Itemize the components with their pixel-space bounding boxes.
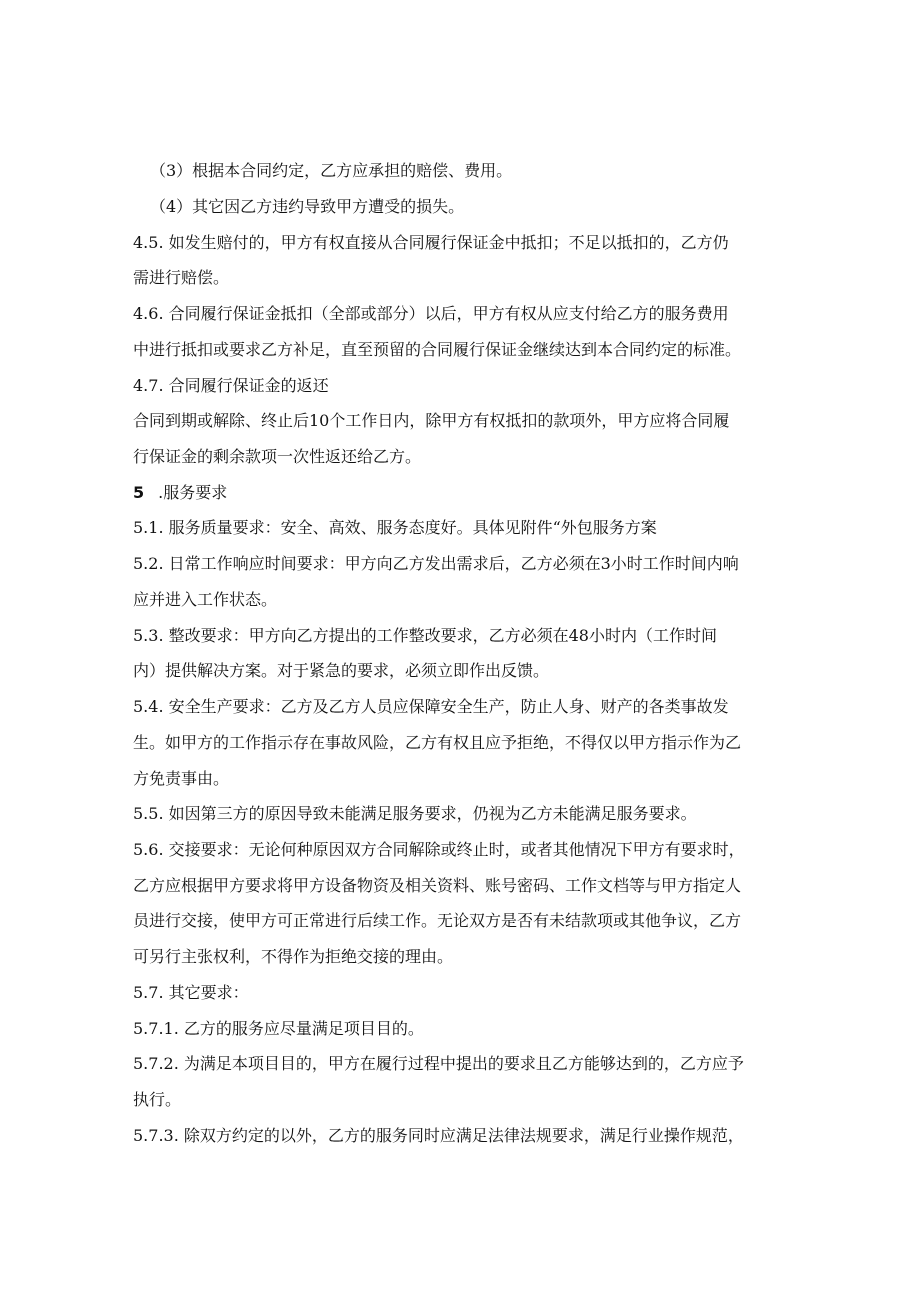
text-line: 可另行主张权利，不得作为拒绝交接的理由。 [133,947,454,966]
text-line: 5.7. 其它要求： [133,983,249,1002]
text-line: 4.7. 合同履行保证金的返还 [133,376,329,395]
text-line: （4）其它因乙方违约导致甲方遭受的损失。 [150,197,465,216]
text-line: 5.4. 安全生产要求：乙方及乙方人员应保障安全生产，防止人身、财产的各类事故发 [133,697,729,716]
text-line: 5.7.1. 乙方的服务应尽量满足项目目的。 [133,1019,424,1038]
text-line: 5.5. 如因第三方的原因导致未能满足服务要求，仍视为乙方未能满足服务要求。 [133,804,697,823]
text-line: 5.6. 交接要求：无论何种原因双方合同解除或终止时，或者其他情况下甲方有要求时， [133,840,745,859]
text-line: 中进行抵扣或要求乙方补足，直至预留的合同履行保证金继续达到本合同约定的标准。 [133,340,742,359]
text-line: 执行。 [133,1090,182,1109]
text-line: 内）提供解决方案。对于紧急的要求，必须立即作出反馈。 [133,661,550,680]
text-line: 乙方应根据甲方要求将甲方设备物资及相关资料、账号密码、工作文档等与甲方指定人 [133,876,742,895]
text-line: 合同到期或解除、终止后10个工作日内，除甲方有权抵扣的款项外，甲方应将合同履 [133,411,730,430]
text-line: 5.1. 服务质量要求：安全、高效、服务态度好。具体见附件“外包服务方案 [133,518,657,537]
section-title: .服务要求 [158,483,228,502]
text-line: 5.7.2. 为满足本项目目的，甲方在履行过程中提出的要求且乙方能够达到的，乙方应予 [133,1054,744,1073]
text-line: 4.5. 如发生赔付的，甲方有权直接从合同履行保证金中抵扣；不足以抵扣的，乙方仍 [133,233,729,252]
text-line: 生。如甲方的工作指示存在事故风险，乙方有权且应予拒绝，不得仅以甲方指示作为乙 [133,733,742,752]
text-line: 行保证金的剩余款项一次性返还给乙方。 [133,447,422,466]
text-line: 5.7.3. 除双方约定的以外，乙方的服务同时应满足法律法规要求，满足行业操作规范， [133,1126,744,1145]
text-line: 员进行交接，使甲方可正常进行后续工作。无论双方是否有未结款项或其他争议，乙方 [133,911,742,930]
text-line: （3）根据本合同约定，乙方应承担的赔偿、费用。 [150,161,513,180]
text-line: 方免责事由。 [133,769,230,788]
section-heading [133,483,793,503]
text-line: 应并进入工作状态。 [133,590,278,609]
text-line: 5.3. 整改要求：甲方向乙方提出的工作整改要求，乙方必须在48小时内（工作时间 [133,626,717,645]
section-number: 5 [133,483,145,502]
text-line: 需进行赔偿。 [133,268,230,287]
text-line: 4.6. 合同履行保证金抵扣（全部或部分）以后，甲方有权从应支付给乙方的服务费用 [133,304,729,323]
text-line: 5.2. 日常工作响应时间要求：甲方向乙方发出需求后，乙方必须在3小时工作时间内响 [133,554,739,573]
